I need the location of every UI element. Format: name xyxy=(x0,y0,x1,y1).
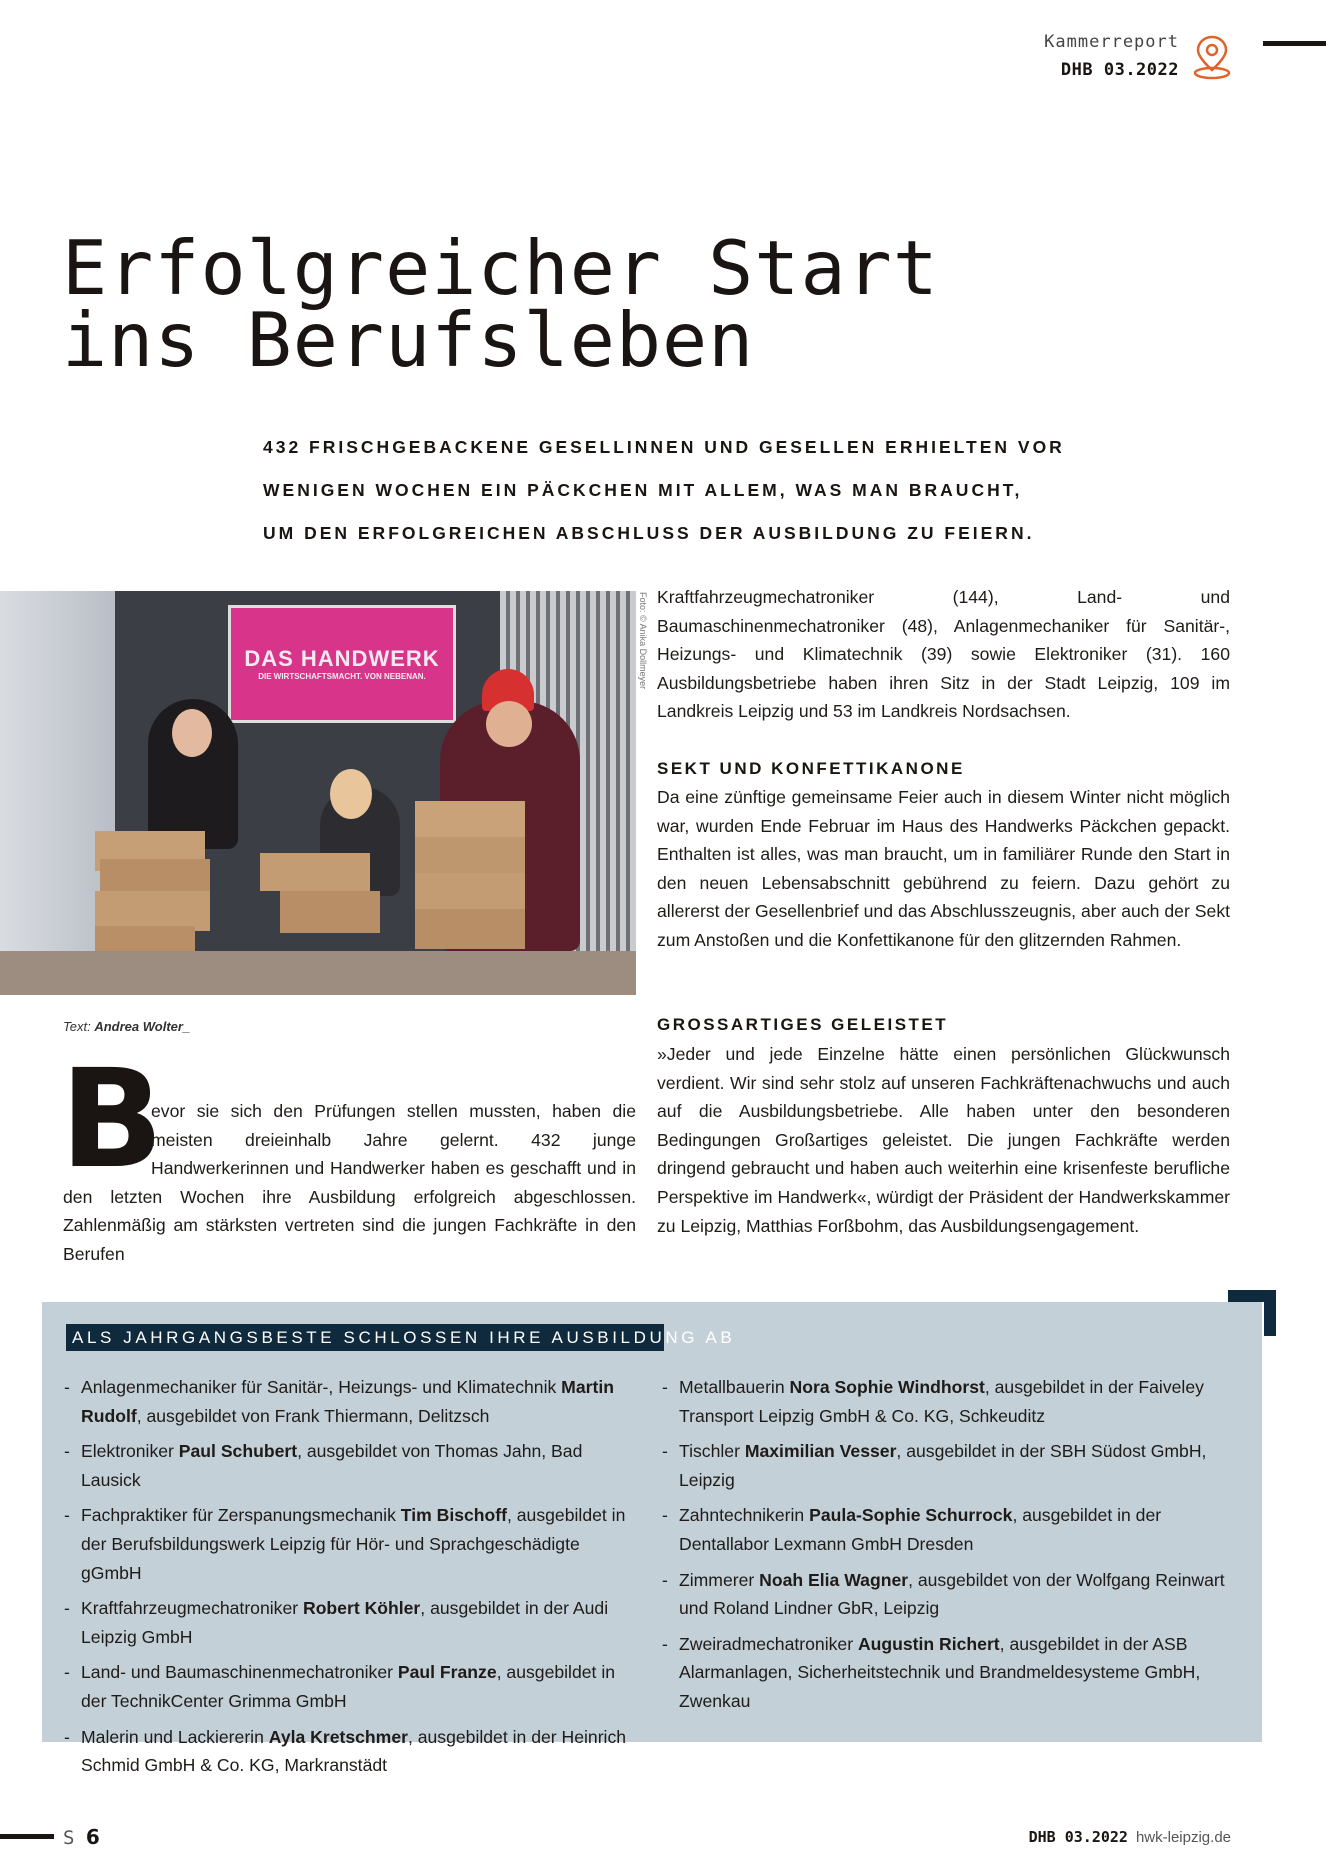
bullet: - xyxy=(662,1633,668,1654)
graduate-name: Paula-Sophie Schurrock xyxy=(809,1505,1013,1526)
graduate-name: Maximilian Vesser xyxy=(744,1441,897,1462)
bullet: - xyxy=(64,1377,70,1397)
continued-paragraph: Kraftfahrzeugmechatroniker (144), Land- und Baumaschinenmechatroniker (48), Anlagenmechaniker für Sanitär-, Heizungs- und Klimatechnik (39) sowie Elektroniker (31). 160 Ausbildungsbetriebe haben ihren Sitz in der Stadt Leipzig, 109 im Landkreis Leipzig und 53 im Landkreis Nordsachsen. xyxy=(657,587,1230,722)
trade: Zahntechnikerin xyxy=(679,1505,810,1526)
training-company: , ausgebildet in der TechnikCenter Grimma GmbH xyxy=(81,1662,616,1711)
trade: Zimmerer xyxy=(679,1569,760,1590)
title-line-2: ins Berufsleben xyxy=(62,296,755,384)
section-label: Kammerreport xyxy=(1044,32,1179,52)
list-item xyxy=(64,1723,634,1780)
training-company: , ausgebildet von der Wolfgang Reinwart und Roland Lindner GbR, Leipzig xyxy=(679,1569,1225,1619)
bullet: - xyxy=(662,1569,668,1590)
trade: Anlagenmechaniker für Sanitär-, Heizungs- und Klimatechnik xyxy=(81,1377,562,1397)
graduates-list-right xyxy=(662,1373,1227,1723)
trade: Land- und Baumaschinenmechatroniker xyxy=(81,1662,398,1683)
location-pin-icon xyxy=(1192,34,1232,80)
trade: Tischler xyxy=(679,1441,745,1462)
trade: Fachpraktiker für Zerspanungsmechanik xyxy=(81,1505,401,1526)
byline-author: Andrea Wolter_ xyxy=(94,1019,191,1034)
graduate-name: Nora Sophie Windhorst xyxy=(789,1377,985,1397)
bullet: - xyxy=(662,1377,668,1397)
screen-subtitle: DIE WIRTSCHAFTSMACHT. VON NEBENAN. xyxy=(258,672,426,681)
training-company: , ausgebildet in der Dentallabor Lexmann GmbH Dresden xyxy=(679,1505,1162,1554)
training-company: , ausgebildet in der Audi Leipzig GmbH xyxy=(81,1598,609,1647)
list-item xyxy=(64,1594,634,1651)
screen-title: DAS HANDWERK xyxy=(244,646,440,671)
section-heading: SEKT UND KONFETTIKANONE xyxy=(657,759,965,778)
page-title xyxy=(62,224,939,384)
graduate-name: Augustin Richert xyxy=(857,1633,1000,1654)
training-company: , ausgebildet in der ASB Alarmanlagen, Sicherheitstechnik und Brandmeldesysteme GmbH, Zwenkau xyxy=(679,1633,1201,1711)
issue-label: DHB 03.2022 xyxy=(1060,60,1179,80)
training-company: , ausgebildet von Frank Thiermann, Delitzsch xyxy=(136,1405,490,1426)
section1-paragraph: Da eine zünftige gemeinsame Feier auch in diesem Winter nicht möglich war, wurden Ende Februar im Haus des Handwerks Päckchen gepackt. Enthalten ist alles, was man braucht, um in familiärer Runde den Start in den neuen Lebensabschnitt gebührend zu feiern. Dazu gehört zu allererst der Gesellenbrief und das Abschlusszeugnis, aber auch der Sekt zum Anstoßen und die Konfettikanone für den glitzernden Rahmen. xyxy=(657,787,1230,950)
trade: Elektroniker xyxy=(81,1441,179,1462)
list-item xyxy=(64,1501,634,1587)
bullet: - xyxy=(64,1505,70,1526)
list-item xyxy=(64,1373,634,1430)
bullet: - xyxy=(64,1726,70,1747)
page-number xyxy=(63,1825,100,1849)
header-rule xyxy=(1263,41,1326,46)
graduates-list-left xyxy=(64,1373,634,1787)
infobox-heading: ALS JAHRGANGSBESTE SCHLOSSEN IHRE AUSBILDUNG AB xyxy=(66,1324,664,1351)
list-item xyxy=(64,1658,634,1715)
bullet: - xyxy=(662,1505,668,1526)
graduate-name: Tim Bischoff xyxy=(400,1505,507,1526)
trade: Kraftfahrzeugmechatroniker xyxy=(81,1598,303,1619)
graduate-name: Robert Köhler xyxy=(302,1598,421,1619)
title-line-1: Erfolgreicher Start xyxy=(62,224,939,312)
bullet: - xyxy=(64,1441,70,1462)
lead-line: WENIGEN WOCHEN EIN PÄCKCHEN MIT ALLEM, WAS MAN BRAUCHT, xyxy=(263,480,1023,500)
training-company: , ausgebildet in der Berufsbildungswerk Leipzig für Hör- und Sprachgeschädigte gGmbH xyxy=(81,1505,626,1583)
section1-text xyxy=(657,783,1230,955)
graduate-name: Noah Elia Wagner xyxy=(759,1569,909,1590)
screen xyxy=(228,605,456,723)
article-photo xyxy=(0,591,636,995)
trade: Metallbauerin xyxy=(679,1377,790,1397)
lead-text xyxy=(263,426,1063,555)
list-item xyxy=(662,1566,1227,1623)
training-company: , ausgebildet von Thomas Jahn, Bad Lausick xyxy=(81,1441,583,1490)
section-heading: GROSSARTIGES GELEISTET xyxy=(657,1015,949,1034)
graduate-name: Paul Franze xyxy=(397,1662,497,1683)
article-continued xyxy=(657,583,1230,726)
training-company: , ausgebildet in der Faiveley Transport Leipzig GmbH & Co. KG, Schkeuditz xyxy=(679,1377,1204,1426)
bullet: - xyxy=(662,1441,668,1462)
section2-paragraph: »Jeder und jede Einzelne hätte einen persönlichen Glückwunsch verdient. Wir sind sehr stolz auf unseren Fachkräftenachwuchs und auch auf die Ausbildungsbetriebe. Alle haben unter den besonderen Bedingungen Großartiges geleistet. Die jungen Fachkräfte werden dringend gebraucht und haben auch weiterhin eine krisenfeste berufliche Perspektive im Handwerk«, würdigt der Präsident der Handwerkskammer zu Leipzig, Matthias Forßbohm, das Ausbildungsengagement. xyxy=(657,1044,1230,1236)
corner-bracket xyxy=(1228,1290,1276,1336)
footer-issue: DHB 03.2022 xyxy=(1028,1828,1128,1846)
list-item xyxy=(662,1373,1227,1430)
drop-cap: B xyxy=(60,1041,164,1199)
page-number-value: 6 xyxy=(85,1825,100,1849)
section2-text xyxy=(657,1040,1230,1240)
list-item xyxy=(64,1437,634,1494)
list-item xyxy=(662,1437,1227,1494)
footer-info xyxy=(1029,1828,1231,1846)
footer-rule xyxy=(0,1834,54,1839)
trade: Malerin und Lackiererin xyxy=(81,1726,269,1747)
lead-line: UM DEN ERFOLGREICHEN ABSCHLUSS DER AUSBILDUNG ZU FEIERN. xyxy=(263,523,1035,543)
training-company: , ausgebildet in der Heinrich Schmid GmbH & Co. KG, Markranstädt xyxy=(81,1726,627,1776)
intro-paragraph: evor sie sich den Prüfungen stellen mussten, haben die meisten dreieinhalb Jahre gelernt. 432 junge Handwerkerinnen und Handwerker haben es geschafft und in den letzten Wochen ihre Ausbildung erfolgreich abgeschlossen. Zahlenmäßig am stärksten vertreten sind die jungen Fachkräfte in den Berufen xyxy=(63,1101,636,1264)
lead-line: 432 FRISCHGEBACKENE GESELLINNEN UND GESELLEN ERHIELTEN VOR xyxy=(263,437,1065,457)
graduate-name: Martin Rudolf xyxy=(81,1377,614,1426)
bullet: - xyxy=(64,1598,70,1619)
training-company: , ausgebildet in der SBH Südost GmbH, Leipzig xyxy=(679,1441,1207,1490)
graduate-name: Ayla Kretschmer xyxy=(268,1726,408,1747)
byline-label: Text: xyxy=(63,1019,91,1034)
footer-website: hwk-leipzig.de xyxy=(1135,1829,1231,1846)
list-item xyxy=(662,1630,1227,1716)
bullet: - xyxy=(64,1662,70,1683)
list-item xyxy=(662,1501,1227,1558)
photo-credit: Foto: © Anika Dollmeyer xyxy=(638,592,648,690)
graduate-name: Paul Schubert xyxy=(178,1441,298,1462)
page-prefix: S xyxy=(63,1827,75,1849)
trade: Zweiradmechatroniker xyxy=(679,1633,858,1654)
article-intro xyxy=(63,1097,636,1269)
byline xyxy=(63,1019,190,1034)
